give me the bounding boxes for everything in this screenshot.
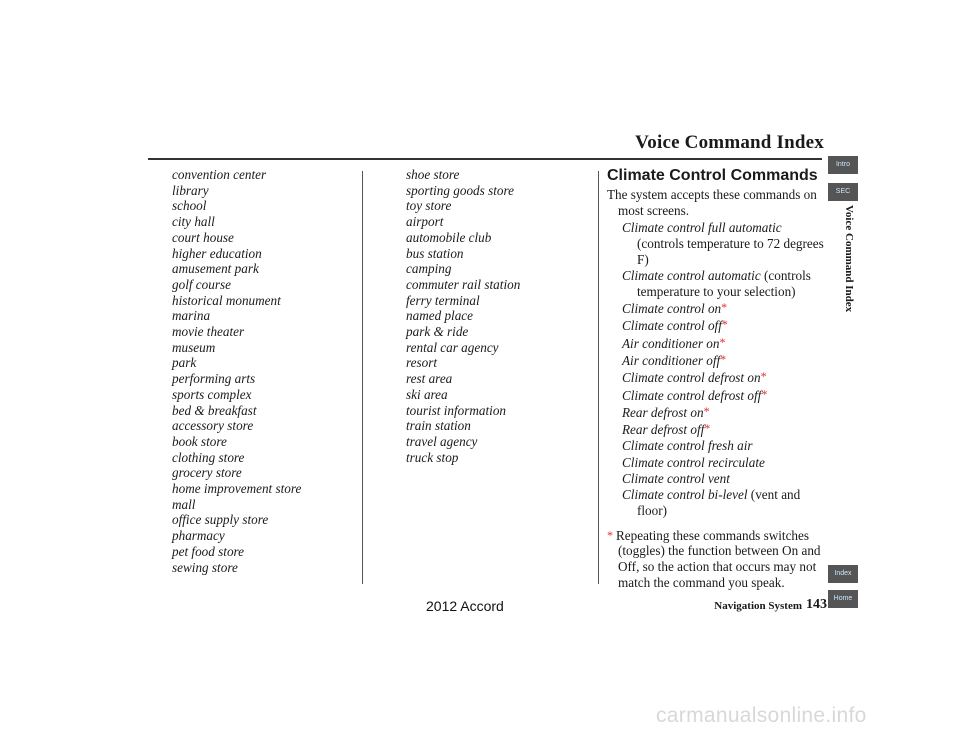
climate-command	[607, 268, 827, 299]
list-item: historical monument	[172, 292, 281, 308]
list-item: park & ride	[406, 324, 469, 340]
list-item: school	[172, 198, 207, 214]
climate-command	[607, 300, 827, 317]
command-text: Climate control on	[622, 301, 722, 317]
place-list-column-2	[406, 167, 520, 465]
list-item: clothing store	[172, 449, 245, 465]
command-text: Climate control automatic	[622, 268, 761, 284]
list-item: bus station	[406, 245, 464, 261]
climate-intro: The system accepts these commands on most screens.	[607, 187, 817, 218]
command-note: (controls temperature to 72 degrees F)	[637, 236, 824, 267]
list-item: performing arts	[172, 371, 256, 387]
asterisk-icon: *	[703, 403, 710, 418]
asterisk-icon: *	[719, 334, 726, 349]
home-tab[interactable]: Home	[828, 590, 858, 608]
list-item: city hall	[172, 214, 215, 230]
command-text: Rear defrost off	[622, 422, 705, 438]
page-number: 143	[806, 597, 827, 612]
list-item: shoe store	[406, 167, 460, 182]
list-item: library	[172, 182, 209, 198]
command-note: (vent and floor)	[637, 487, 801, 519]
list-item: automobile club	[406, 229, 492, 245]
command-note: (controls temperature to your selection)	[637, 268, 811, 299]
index-tab[interactable]: Index	[828, 565, 858, 583]
climate-command	[607, 421, 827, 438]
list-item: bed & breakfast	[172, 402, 257, 418]
asterisk-icon: *	[721, 300, 728, 315]
list-item: ski area	[406, 386, 448, 402]
asterisk-icon: *	[704, 421, 711, 436]
asterisk-icon: *	[760, 369, 767, 384]
list-item: amusement park	[172, 261, 259, 277]
command-text: Air conditioner off	[622, 353, 721, 368]
column-divider-1	[362, 171, 363, 584]
asterisk-icon: *	[721, 317, 728, 332]
climate-control-section	[607, 166, 827, 591]
list-item: resort	[406, 355, 438, 371]
command-text: Air conditioner on	[622, 335, 720, 351]
footnote	[607, 528, 827, 591]
list-item: court house	[172, 229, 234, 245]
command-text: Climate control bi-level	[622, 487, 748, 503]
list-item: park	[172, 355, 197, 371]
command-text: Climate control defrost on	[622, 370, 761, 386]
list-item: accessory store	[172, 418, 254, 434]
command-text: Climate control vent	[622, 471, 730, 487]
list-item: sporting goods store	[406, 182, 514, 198]
climate-command	[607, 369, 827, 386]
page-title: Voice Command Index	[635, 132, 824, 153]
list-item: rental car agency	[406, 339, 499, 355]
list-item: book store	[172, 433, 227, 449]
footer-model: 2012 Accord	[426, 598, 504, 614]
column-divider-2	[598, 171, 599, 584]
list-item: movie theater	[172, 324, 245, 340]
climate-command	[607, 404, 827, 421]
climate-command	[607, 335, 827, 352]
command-text: Climate control defrost off	[622, 387, 762, 403]
asterisk-icon: *	[607, 527, 613, 542]
list-item: rest area	[406, 371, 453, 387]
list-item: marina	[172, 308, 211, 324]
list-item: sewing store	[172, 559, 238, 575]
list-item: airport	[406, 214, 444, 230]
list-item: commuter rail station	[406, 276, 521, 292]
climate-command	[607, 455, 827, 471]
command-text: Rear defrost on	[622, 404, 704, 420]
list-item: tourist information	[406, 402, 507, 418]
climate-command	[607, 317, 827, 334]
climate-command	[607, 387, 827, 404]
list-item: train station	[406, 418, 471, 434]
command-text: Climate control full automatic	[622, 220, 782, 236]
list-item: pharmacy	[172, 528, 225, 544]
command-text: Climate control recirculate	[622, 454, 765, 470]
list-item: grocery store	[172, 465, 242, 481]
climate-command	[607, 471, 827, 487]
list-item: sports complex	[172, 386, 252, 402]
list-item: pet food store	[172, 543, 245, 559]
watermark: carmanualsonline.info	[656, 704, 867, 727]
intro-tab[interactable]: Intro	[828, 156, 858, 174]
list-item: museum	[172, 339, 216, 355]
climate-command	[607, 220, 827, 267]
climate-heading: Climate Control Commands	[607, 167, 818, 184]
footer-nav-label: Navigation System	[714, 600, 802, 612]
list-item: travel agency	[406, 433, 478, 449]
list-item: golf course	[172, 276, 231, 292]
command-text: Climate control fresh air	[622, 438, 753, 454]
climate-command-list	[607, 220, 827, 518]
place-list-column-1	[172, 167, 301, 575]
climate-command	[607, 487, 827, 518]
list-item: home improvement store	[172, 481, 302, 497]
list-item: named place	[406, 308, 474, 324]
list-item: toy store	[406, 198, 452, 214]
command-text: Climate control off	[622, 318, 722, 334]
climate-command	[607, 352, 827, 369]
sec-tab[interactable]: SEC	[828, 183, 858, 201]
climate-command	[607, 438, 827, 454]
side-section-title: Voice Command Index	[843, 205, 855, 313]
list-item: ferry terminal	[406, 292, 480, 308]
footnote-text: Repeating these commands switches (toggles) the function between On and Off, so the action that occurs may not match the command you speak.	[616, 527, 821, 590]
list-item: truck stop	[406, 449, 459, 465]
list-item: mall	[172, 496, 196, 512]
list-item: office supply store	[172, 512, 269, 528]
asterisk-icon: *	[761, 386, 768, 401]
list-item: camping	[406, 261, 452, 277]
list-item: convention center	[172, 167, 267, 182]
asterisk-icon: *	[720, 352, 727, 366]
title-rule	[148, 158, 822, 160]
list-item: higher education	[172, 245, 262, 261]
